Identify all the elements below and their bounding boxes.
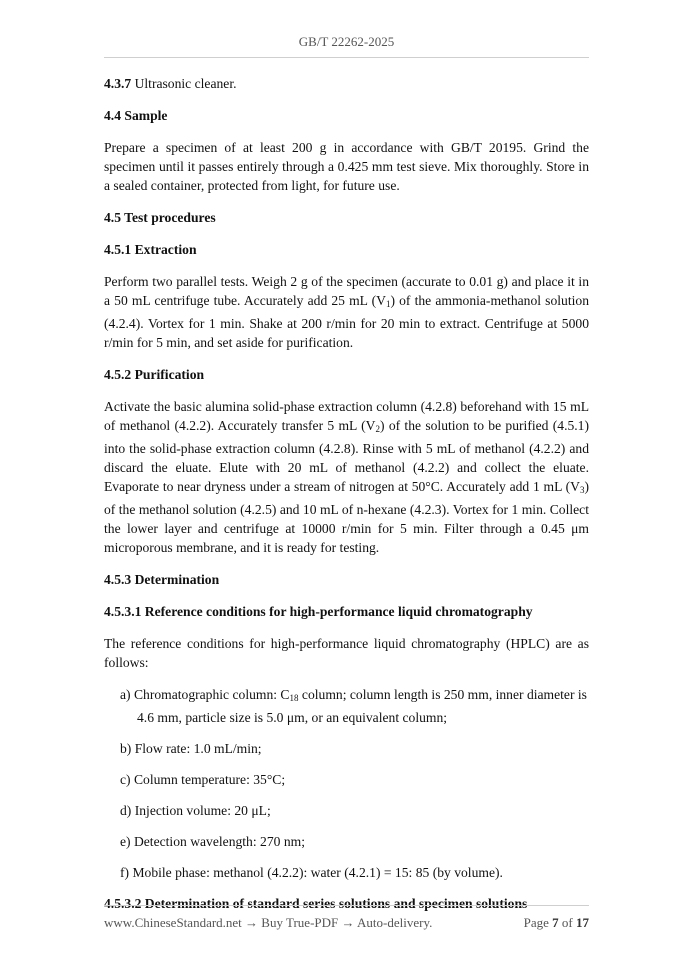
heading-4-5-test-procedures: 4.5 Test procedures — [104, 210, 216, 225]
page-body — [104, 74, 589, 913]
page-total: 17 — [576, 915, 589, 930]
page-number: 7 — [552, 915, 559, 930]
header-divider — [104, 57, 589, 58]
subscript: 1 — [385, 299, 391, 309]
item-text: column; column length is 250 mm, inner diameter is 4.6 mm, particle size is 5.0 μm, or an equivalent column; — [137, 687, 587, 725]
extraction-text-a: Perform two parallel tests. Weigh 2 g of the specimen (accurate to 0.01 g) and place it in a 50 mL centrifuge tube. Accurately add 25 mL (V — [104, 274, 589, 308]
of-word: of — [561, 915, 573, 930]
subscript: 2 — [375, 424, 380, 434]
purification-text-c: ) of the methanol solution (4.2.5) and 10 mL of n-hexane (4.2.3). Vortex for 1 min. Collect the lower layer and centrifuge at 10000 r/min for 5 min. Filter through a 0.45 μm microporous membrane, and it is ready for testing. — [104, 479, 589, 555]
page-indicator — [524, 915, 589, 931]
heading-4-5-2-purification: 4.5.2 Purification — [104, 367, 205, 382]
purification-text-a: Activate the basic alumina solid-phase extraction column (4.2.8) beforehand with 15 mL of methanol (4.2.2). Accurately transfer 5 mL (V — [104, 399, 589, 433]
conditions-list — [104, 685, 589, 882]
clause-number: 4.3.7 — [104, 76, 132, 91]
page-word: Page — [523, 915, 549, 930]
extraction-paragraph — [104, 272, 589, 352]
list-item-column — [120, 685, 589, 727]
clause-text: Ultrasonic cleaner. — [131, 76, 237, 91]
page-footer — [104, 915, 589, 931]
heading-4-5-1-extraction: 4.5.1 Extraction — [104, 242, 197, 257]
subscript: 3 — [579, 485, 585, 495]
footer-link[interactable]: www.ChineseStandard.net → Buy True-PDF → Auto-delivery. — [104, 915, 433, 930]
list-item-detection-wavelength: e) Detection wavelength: 270 nm; — [120, 834, 305, 849]
list-item-mobile-phase: f) Mobile phase: methanol (4.2.2): water (4.2.1) = 15: 85 (by volume). — [120, 865, 503, 880]
heading-4-5-3-determination: 4.5.3 Determination — [104, 572, 220, 587]
heading-4-5-3-1-hplc-conditions: 4.5.3.1 Reference conditions for high-performance liquid chromatography — [104, 604, 533, 619]
page-header: GB/T 22262-2025 — [298, 34, 395, 49]
list-item-column-temperature: c) Column temperature: 35°C; — [120, 772, 286, 787]
sample-paragraph: Prepare a specimen of at least 200 g in accordance with GB/T 20195. Grind the specimen until it passes entirely through a 0.425 mm test sieve. Mix thoroughly. Store in a sealed container, protected from light, for future use. — [104, 140, 589, 193]
clause-4-3-7 — [104, 74, 589, 93]
item-text: a) Chromatographic column: C — [120, 687, 290, 702]
purification-paragraph — [104, 397, 589, 557]
hplc-intro-paragraph: The reference conditions for high-performance liquid chromatography (HPLC) are as follows: — [104, 636, 589, 670]
purification-text-b: ) of the solution to be purified (4.5.1) into the solid-phase extraction column (4.2.8). Rinse with 5 mL of methanol (4.2.2) and discard the eluate. Elute with 20 mL of methanol (4.2.2) and collect the eluate. Evaporate to near dryness under a stream of nitrogen at 50°C. Accurately add 1 mL (V — [104, 418, 589, 494]
footer-divider — [104, 905, 589, 906]
heading-4-4-sample: 4.4 Sample — [104, 108, 168, 123]
list-item-flow-rate: b) Flow rate: 1.0 mL/min; — [120, 741, 262, 756]
subscript: 18 — [289, 693, 299, 703]
extraction-text-b: ) of the ammonia-methanol solution (4.2.4). Vortex for 1 min. Shake at 200 r/min for 20 min to extract. Centrifuge at 5000 r/min for 5 min, and set aside for purification. — [104, 293, 589, 350]
list-item-injection-volume: d) Injection volume: 20 μL; — [120, 803, 271, 818]
heading-4-5-3-2-standard-series: 4.5.3.2 Determination of standard series solutions and specimen solutions — [104, 896, 528, 911]
